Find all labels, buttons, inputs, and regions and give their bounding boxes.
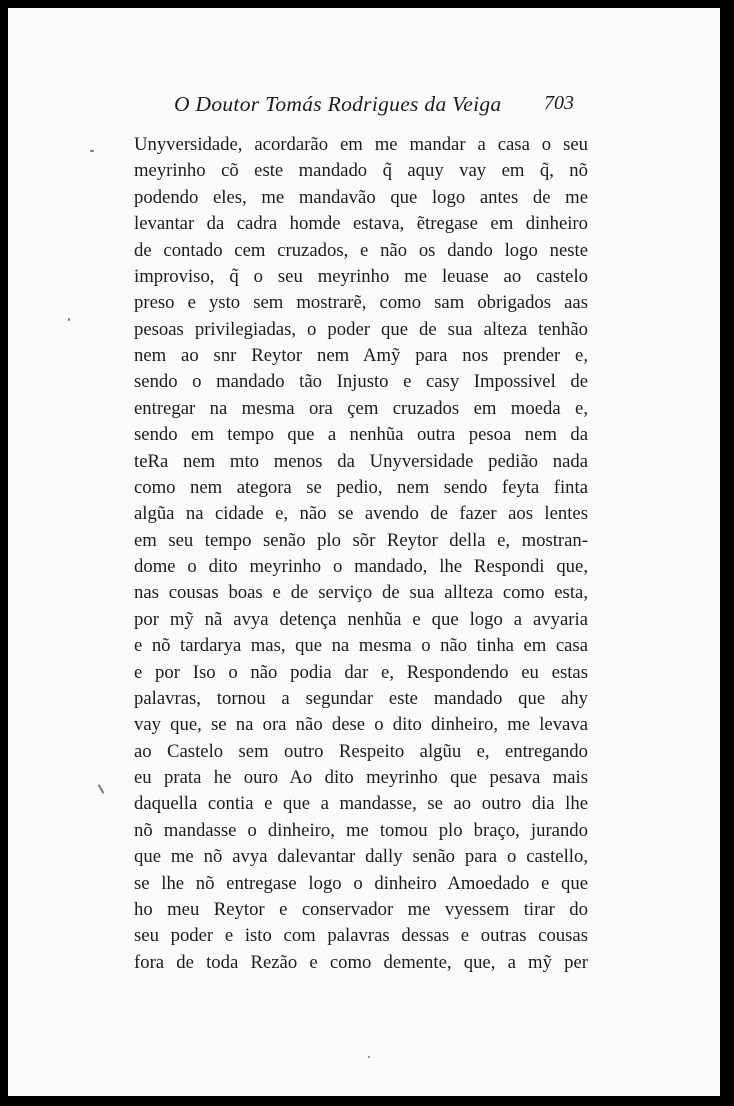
scan-speck — [98, 784, 105, 794]
text-line: levantar da cadra homde estava, ẽtregase em dinheiro — [134, 213, 588, 235]
text-line: eu prata he ouro Ao dito meyrinho que pesava mais — [134, 767, 588, 788]
text-line: por mỹ nã avya detença nenhũa e que logo a avyaria — [134, 608, 588, 630]
text-line: como nem ategora se pedio, nem sendo feyta finta — [134, 476, 588, 498]
text-line: daquella contia e que a mandasse, se ao outro dia lhe — [134, 793, 588, 815]
text-line: preso e ysto sem mostrarẽ, como sam obrigados aas — [134, 292, 588, 314]
text-line: seu poder e isto com palavras dessas e outras cousas — [134, 925, 588, 947]
text-line: meyrinho cõ este mandado q̃ aquy vay em q̃, nõ — [134, 160, 588, 182]
page-header — [174, 92, 574, 122]
text-line: que me nõ avya dalevantar dally senão para o castello, — [134, 846, 588, 868]
scan-speck — [90, 150, 94, 152]
text-line: improviso, q̃ o seu meyrinho me leuase ao castelo — [134, 265, 588, 287]
text-line: e nõ tardarya mas, que na mesma o não tinha em casa — [134, 635, 588, 657]
scan-speck — [368, 1056, 370, 1058]
scan-speck — [68, 318, 70, 321]
book-page — [8, 8, 720, 1096]
text-line: se lhe nõ entregase logo o dinheiro Amoedado e que — [134, 872, 588, 894]
text-line: sendo o mandado tão Injusto e casy Impossivel de — [134, 371, 588, 393]
text-line: de contado cem cruzados, e não os dando logo neste — [134, 239, 588, 261]
text-line: pesoas privilegiadas, o poder que de sua alteza tenhão — [134, 318, 588, 340]
text-line: teRa nem mto menos da Unyversidade pedião nada — [134, 450, 588, 472]
page-number: 703 — [544, 92, 574, 114]
text-line: dome o dito meyrinho o mandado, lhe Respondi que, — [134, 556, 588, 577]
text-line: palavras, tornou a segundar este mandado que ahy — [134, 687, 588, 709]
text-line: podendo eles, me mandavão que logo antes de me — [134, 186, 588, 208]
text-line: nem ao snr Reytor nem Amỹ para nos prender e, — [134, 345, 588, 366]
text-line: Unyversidade, acordarão em me mandar a casa o seu — [134, 134, 588, 155]
text-line: nas cousas boas e de serviço de sua allteza como esta, — [134, 582, 588, 604]
text-line: fora de toda Rezão e como demente, que, a mỹ per — [134, 951, 588, 973]
running-title: O Doutor Tomás Rodrigues da Veiga — [174, 92, 502, 116]
text-line: entregar na mesma ora çem cruzados em moeda e, — [134, 397, 588, 419]
text-line: ao Castelo sem outro Respeito algũu e, entregando — [134, 740, 588, 762]
text-line: vay que, se na ora não dese o dito dinheiro, me levava — [134, 714, 588, 736]
text-line: sendo em tempo que a nenhũa outra pesoa nem da — [134, 424, 588, 446]
text-line: ho meu Reytor e conservador me vyessem tirar do — [134, 898, 588, 920]
text-line: em seu tempo senão plo sõr Reytor della e, mostran- — [134, 529, 588, 551]
text-line: nõ mandasse o dinheiro, me tomou plo braço, jurando — [134, 819, 588, 841]
text-line: e por Iso o não podia dar e, Respondendo eu estas — [134, 661, 588, 683]
body-text — [134, 132, 588, 976]
text-line: algũa na cidade e, não se avendo de fazer aos lentes — [134, 503, 588, 525]
